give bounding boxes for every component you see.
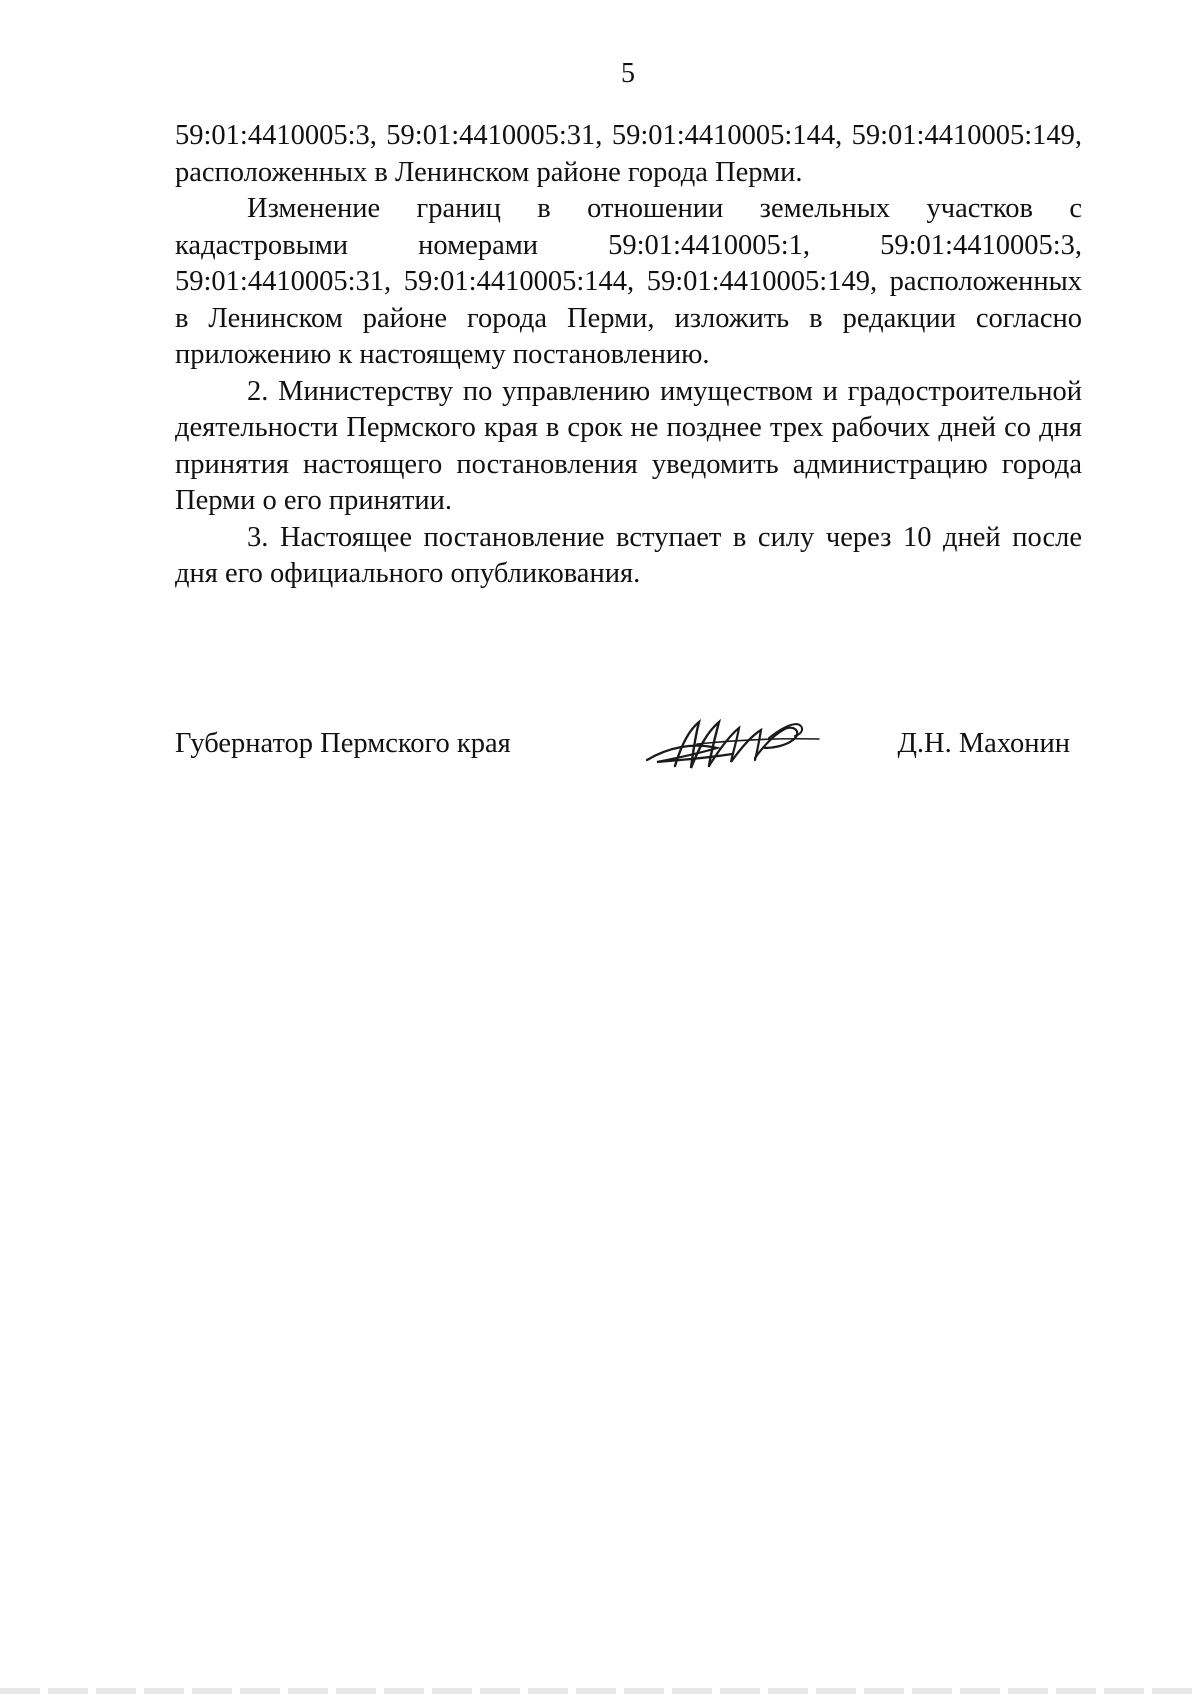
handwritten-signature-icon: [637, 708, 827, 778]
signature-block: [175, 718, 1070, 778]
paragraph-4: 3. Настоящее постановление вступает в силу через 10 дней после дня его официального опубликования.: [175, 521, 1082, 589]
paragraph-1: 59:01:4410005:3, 59:01:4410005:31, 59:01:4410005:144, 59:01:4410005:149, расположенных в Ленинском районе города Перми.: [175, 120, 1082, 188]
page-number: 5: [621, 58, 635, 89]
document-body: [175, 118, 1082, 593]
signatory-position: Губернатор Пермского края: [175, 728, 511, 759]
scan-edge-artifact: [0, 1688, 1200, 1694]
signatory-name: Д.Н. Махонин: [897, 728, 1070, 759]
paragraph-2: Изменение границ в отношении земельных участков с кадастровыми номерами 59:01:4410005:1, 59:01:4410005:3, 59:01:4410005:31, 59:01:4410005:144, 59:01:4410005:149, расположенных в Ленинском районе города Перми, изложить в редакции согласно приложению к настоящему постановлению.: [175, 193, 1082, 370]
paragraph-3: 2. Министерству по управлению имуществом и градостроительной деятельности Пермского края в срок не позднее трех рабочих дней со дня принятия настоящего постановления уведомить администрацию города Перми о его принятии.: [175, 375, 1082, 516]
